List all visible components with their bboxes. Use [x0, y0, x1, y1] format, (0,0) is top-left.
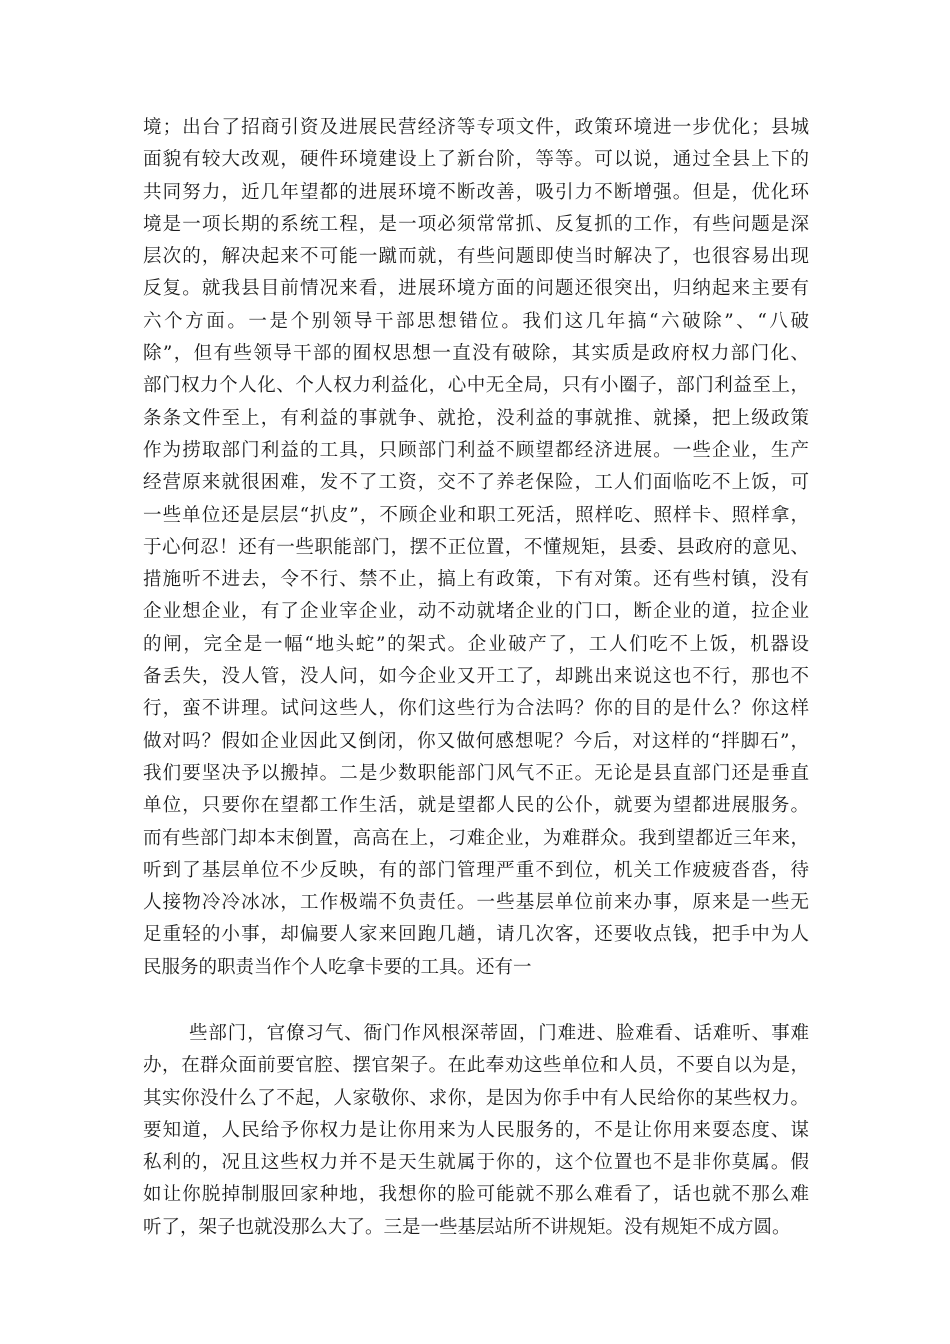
text-line: 面貌有较大改观，硬件环境建设上了新台阶，等等。可以说，通过全县上下的	[143, 149, 809, 171]
text-line: 人接物冷冷冰冰，工作极端不负责任。一些基层单位前来办事，原来是一些无	[143, 892, 809, 914]
text-line: 些部门，官僚习气、衙门作风根深蒂固，门难进、脸难看、话难听、事难	[189, 1023, 809, 1044]
text-line: 听了，架子也就没那么大了。三是一些基层站所不讲规矩。没有规矩不成方圆。	[143, 1216, 791, 1238]
text-line: 办，在群众面前要官腔、摆官架子。在此奉劝这些单位和人员，不要自以为是，	[143, 1055, 809, 1077]
text-line: 做对吗？假如企业因此又倒闭，你又做何感想呢？今后，对这样的“拌脚石”，	[143, 730, 809, 752]
text-line: 备丢失，没人管，没人问，如今企业又开工了，却跳出来说这也不行，那也不	[143, 666, 809, 688]
text-line: 条条文件至上，有利益的事就争、就抢，没利益的事就推、就搡，把上级政策	[143, 407, 809, 429]
text-line: 反复。就我县目前情况来看，进展环境方面的问题还很突出，归纳起来主要有	[143, 278, 809, 300]
text-line: 行，蛮不讲理。试问这些人，你们这些行为合法吗？你的目的是什么？你这样	[143, 698, 809, 720]
text-line: 一些单位还是层层“扒皮”，不顾企业和职工死活，照样吃、照样卡、照样拿，	[143, 504, 809, 526]
text-line: 而有些部门却本末倒置，高高在上，刁难企业，为难群众。我到望都近三年来，	[143, 827, 809, 849]
text-line: 民服务的职责当作个人吃拿卡要的工具。还有一	[143, 956, 532, 978]
text-line: 层次的，解决起来不可能一蹴而就，有些问题即使当时解决了，也很容易出现	[143, 246, 809, 268]
text-line: 听到了基层单位不少反映，有的部门管理严重不到位，机关工作疲疲沓沓，待	[143, 859, 809, 881]
text-line: 的闸，完全是一幅“地头蛇”的架式。企业破产了，工人们吃不上饭，机器设	[143, 633, 809, 655]
text-line: 境；出台了招商引资及进展民营经济等专项文件，政策环境进一步优化；县城	[143, 117, 809, 138]
text-line: 单位，只要你在望都工作生活，就是望都人民的公仆，就要为望都进展服务。	[143, 795, 809, 817]
text-line: 足重轻的小事，却偏要人家来回跑几趟，请几次客，还要收点钱，把手中为人	[143, 924, 809, 946]
text-line: 其实你没什么了不起，人家敬你、求你，是因为你手中有人民给你的某些权力。	[143, 1087, 809, 1109]
text-line: 要知道，人民给予你权力是让你用来为人民服务的，不是让你用来耍态度、谋	[143, 1119, 809, 1141]
text-line: 作为捞取部门利益的工具，只顾部门利益不顾望都经济进展。一些企业，生产	[143, 439, 809, 461]
text-line: 于心何忍！还有一些职能部门，摆不正位置，不懂规矩，县委、县政府的意见、	[143, 536, 809, 558]
text-line: 共同努力，近几年望都的进展环境不断改善，吸引力不断增强。但是，优化环	[143, 181, 809, 203]
text-line: 企业想企业，有了企业宰企业，动不动就堵企业的门口，断企业的道，拉企业	[143, 601, 809, 623]
text-line: 除”，但有些领导干部的囿权思想一直没有破除，其实质是政府权力部门化、	[143, 343, 809, 365]
text-line: 六个方面。一是个别领导干部思想错位。我们这几年搞“六破除”、“八破	[143, 310, 809, 332]
text-line: 我们要坚决予以搬掉。二是少数职能部门风气不正。无论是县直部门还是垂直	[143, 762, 809, 784]
text-line: 部门权力个人化、个人权力利益化，心中无全局，只有小圈子，部门利益至上，	[143, 375, 809, 397]
text-line: 境是一项长期的系统工程，是一项必须常常抓、反复抓的工作，有些问题是深	[143, 213, 809, 235]
text-line: 私利的，况且这些权力并不是天生就属于你的，这个位置也不是非你莫属。假	[143, 1152, 809, 1174]
text-line: 措施听不进去，令不行、禁不止，搞上有政策，下有对策。还有些村镇，没有	[143, 569, 809, 591]
text-line: 如让你脱掉制服回家种地，我想你的脸可能就不那么难看了，话也就不那么难	[143, 1184, 809, 1206]
paragraph-1	[143, 112, 809, 984]
paragraph-2	[143, 1018, 809, 1244]
text-line: 经营原来就很困难，发不了工资，交不了养老保险，工人们面临吃不上饭，可	[143, 472, 809, 494]
